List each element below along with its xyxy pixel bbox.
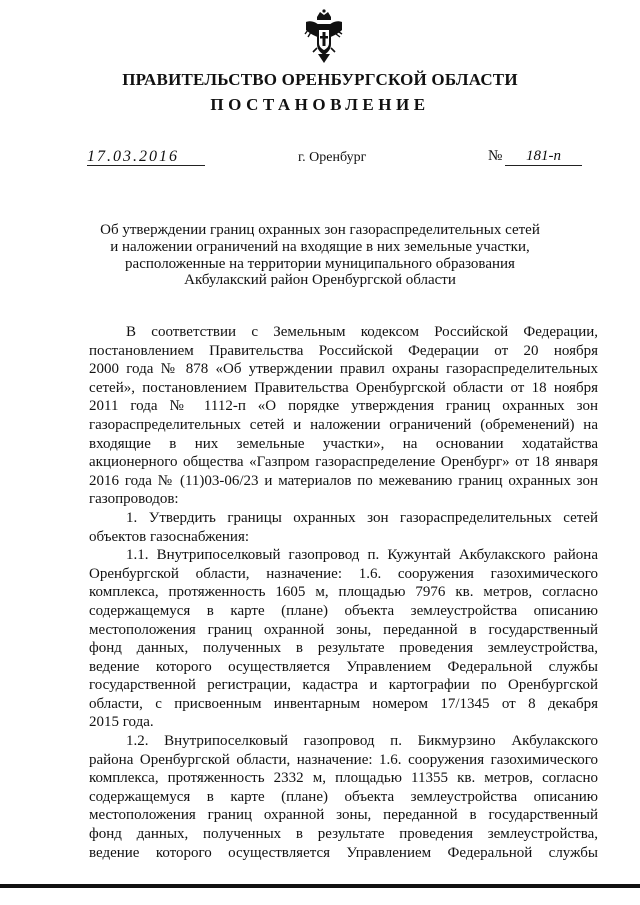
text-line: ведение которого осуществляется Управлением Федеральной службы bbox=[89, 844, 598, 861]
text-line: района Оренбургской области, назначение: 1.6. сооружения газохимического bbox=[89, 751, 598, 768]
text-line: фонд данных, полученных в результате проведения землеустройства, bbox=[89, 640, 598, 657]
page-bottom-rule bbox=[0, 884, 640, 888]
document-body bbox=[89, 323, 598, 862]
text-line: местоположения границ охранной зоны, переданной в государственный bbox=[89, 807, 598, 824]
text-line: В соответствии с Земельным кодексом Российской Федерации, bbox=[126, 324, 598, 340]
text-line: области, с присвоенным инвентарным номером 17/1345 от 8 декабря bbox=[89, 695, 598, 712]
text-line: местоположения границ охранной зоны, переданной в государственный bbox=[89, 621, 598, 638]
text-line: постановлением Правительства Российской Федерации от 20 ноября bbox=[89, 342, 598, 359]
text-line: 2015 года. bbox=[89, 714, 154, 731]
subject-line: Акбулакский район Оренбургской области bbox=[184, 272, 456, 289]
text-line: 2016 года № (11)03-06/23 и материалов по межеванию границ охранных зон bbox=[89, 472, 598, 489]
text-line: государственной регистрации, кадастра и картографии по Оренбургской bbox=[89, 677, 598, 694]
subject-line: Об утверждении границ охранных зон газораспределительных сетей bbox=[100, 222, 540, 238]
text-line: содержащемуся в карте (плане) объекта землеустройства описанию bbox=[89, 788, 598, 805]
preamble-paragraph bbox=[89, 323, 598, 509]
document-city: г. Оренбург bbox=[298, 150, 367, 165]
text-line: акционерного общества «Газпром газораспределение Оренбург» от 18 января bbox=[89, 454, 598, 471]
document-subject bbox=[80, 222, 560, 289]
item-1-2-paragraph bbox=[89, 732, 598, 862]
text-line: газопроводов: bbox=[89, 491, 179, 508]
text-line: 2011 года № 1112-п «О порядке утверждения границ охранных зон bbox=[89, 398, 598, 415]
subject-line: расположенные на территории муниципального образования bbox=[125, 255, 515, 272]
text-line: объектов газоснабжения: bbox=[89, 528, 250, 545]
document-type: ПОСТАНОВЛЕНИЕ bbox=[210, 95, 430, 114]
text-line: газораспределительных сетей и наложении ограничений (обременений) на bbox=[89, 416, 598, 433]
number-label: № bbox=[488, 148, 503, 164]
coat-of-arms-icon bbox=[303, 8, 345, 64]
subject-line: и наложении ограничений на входящие в них земельные участки, bbox=[110, 238, 530, 255]
text-line: комплекса, протяженность 1605 м, площадью 7976 кв. метров, согласно bbox=[89, 584, 598, 601]
document-number: 181-п bbox=[505, 148, 582, 166]
text-line: 1. Утвердить границы охранных зон газораспределительных сетей bbox=[126, 509, 598, 526]
item-1-1-paragraph bbox=[89, 546, 598, 732]
government-title: ПРАВИТЕЛЬСТВО ОРЕНБУРГСКОЙ ОБЛАСТИ bbox=[122, 70, 518, 89]
text-line: входящие в них земельные участки», на основании ходатайства bbox=[89, 435, 598, 452]
text-line: содержащемуся в карте (плане) объекта землеустройства описанию bbox=[89, 602, 598, 619]
text-line: ведение которого осуществляется Управлением Федеральной службы bbox=[89, 658, 598, 675]
text-line: сетей», постановлением Правительства Оренбургской области от 18 ноября bbox=[89, 379, 598, 396]
document-date: 17.03.2016 bbox=[87, 148, 205, 166]
text-line: комплекса, протяженность 2332 м, площадью 11355 кв. метров, согласно bbox=[89, 770, 598, 787]
item-1-paragraph bbox=[89, 509, 598, 546]
text-line: Оренбургской области, назначение: 1.6. сооружения газохимического bbox=[89, 565, 598, 582]
text-line: 1.2. Внутрипоселковый газопровод п. Бикмурзино Акбулакского bbox=[126, 733, 598, 750]
text-line: фонд данных, полученных в результате проведения землеустройства, bbox=[89, 826, 598, 843]
text-line: 2000 года № 878 «Об утверждении правил охраны газораспределительных bbox=[89, 361, 598, 378]
text-line: 1.1. Внутрипоселковый газопровод п. Кужунтай Акбулакского района bbox=[126, 547, 598, 564]
